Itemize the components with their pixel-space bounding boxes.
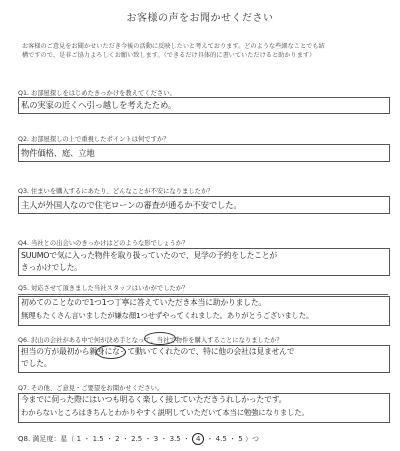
question-1-label: Q1. お部屋探しをはじめたきっかけを教えてください。 [18, 90, 176, 97]
answer-6-line-1: 担当の方が最初から親身になって動いてくれたので、特に他の会社は見ませんで [21, 347, 295, 356]
intro-line: お客様のご意見をお聞かせいただき今後の活動に反映したいと考えております。どのような些細なことでも結 [22, 43, 325, 50]
intro-line: 構ですので、是非ご協力よろしくお願い致します。（できるだけ具体的に書いていただけると助かります） [22, 52, 316, 59]
answer-2-line-1: 物件価格、庭、立地 [21, 148, 95, 158]
answer-6-line-2: でした。 [21, 359, 52, 368]
rating-option: 3 [153, 435, 159, 443]
intro-text [22, 42, 394, 60]
answer-4-line-1: SUUMOで気に入った物件を取り扱っていたので、見学の予約をしたことが [21, 251, 277, 260]
answer-1-line-1: 私の実家の近くへ引っ越しを考えたため。 [21, 100, 176, 110]
question-3-label: Q3. 住まいを購入するにあたり、どんなことが不安になりましたか？ [18, 188, 214, 195]
handwritten-circle-mark [96, 345, 126, 359]
rating-option: 2 [115, 435, 120, 443]
rating-option: 3.5 [169, 435, 181, 443]
answer-4-line-2: きっかけでした。 [21, 263, 82, 272]
question-2-label: Q2. お部屋探しの上で重視したポイントは何ですか？ [18, 136, 170, 143]
answer-5-line-1: 初めてのことなので1つ1つ丁寧に答えていただき本当に助かりました。 [21, 298, 267, 307]
question-5-label: Q5. 対応させて頂きました当社スタッフはいかがでしたか？ [18, 285, 189, 292]
answer-7-line-2: わからないところはきちんとわかりやすく説明していただいて本当に勉強になりました。 [21, 408, 309, 417]
answer-5-line-2: 無理もたくさん言いましたが嫌な顔1つせずやってくれました。ありがとうございました。 [21, 311, 314, 320]
satisfaction-row: Q8. 満足度：星（ 1 ・ 1.5 ・ 2 ・ 2.5 ・ 3 ・ 3.5 ・ 4 ・ 4.5 ・ 5 ）つ [18, 435, 259, 443]
question-6-label: Q6. 沢山の会社がある中で何が決め手となって、当社で物件を購入することになりましたか？ [18, 337, 283, 344]
satisfaction-suffix: ）つ [244, 435, 259, 443]
question-4-label: Q4. 当社との出会いのきっかけはどのような形でしょうか？ [18, 240, 189, 247]
answer-3-line-1: 主人が外国人なので住宅ローンの審査が通るか不安でした。 [21, 200, 242, 210]
handwritten-circle-mark [144, 332, 176, 345]
question-7-label: Q7. その他、ご意見・ご要望をお聞かせください。 [18, 385, 164, 392]
rating-option: 2.5 [131, 435, 143, 443]
page-title: お客様の声をお聞かせください [126, 13, 274, 24]
rating-option-selected: 4 [192, 433, 204, 445]
rating-option: 1 [76, 435, 82, 443]
rating-option: 1.5 [92, 435, 104, 443]
answer-7-line-1: 今までに伺った際にはいつも明るく楽しく接していただきうれしかったです。 [21, 395, 287, 404]
rating-option: 4.5 [215, 435, 227, 443]
satisfaction-label: Q8. 満足度：星（ [18, 435, 75, 443]
rating-option: 5 [238, 435, 243, 443]
answer-rule [18, 294, 388, 295]
